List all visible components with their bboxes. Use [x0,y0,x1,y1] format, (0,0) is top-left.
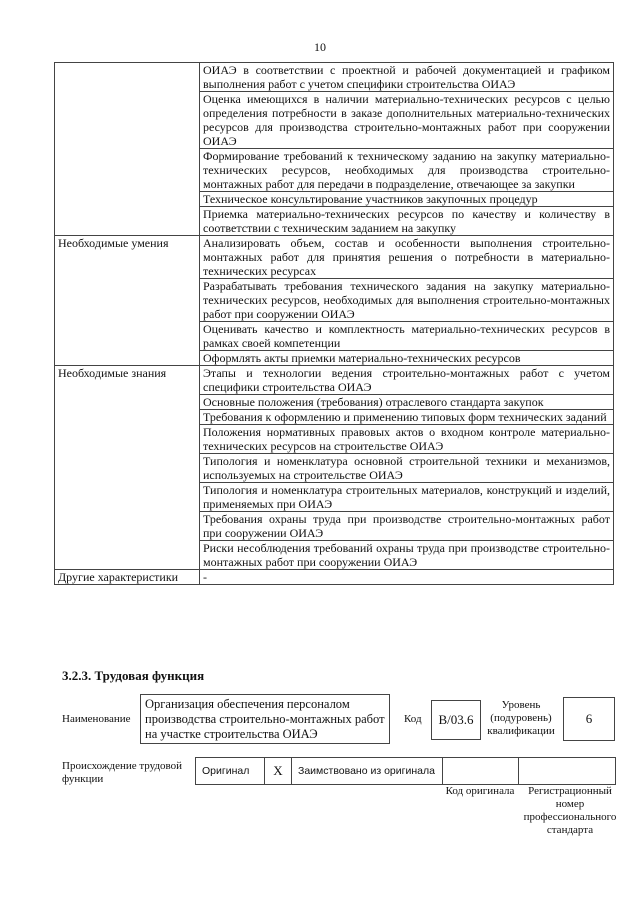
row-description: Разрабатывать требования технического задания на закупку материально-технических ресурсов, необходимых для выполнения строительно-монтажных работ при сооружении ОИАЭ [200,279,614,322]
level-value-box: 6 [563,697,615,741]
row-description: Риски несоблюдения требований охраны труда при производстве строительно-монтажных работ при сооружении ОИАЭ [200,541,614,570]
code-label: Код [404,713,422,725]
row-description: Типология и номенклатура основной строительной техники и механизмов, используемых на строительстве ОИАЭ [200,454,614,483]
code-original-cell [443,758,519,785]
original-label: Оригинал [196,758,265,785]
table-row [55,366,614,395]
name-label: Наименование [62,713,131,725]
row-category: Другие характеристики [55,570,200,585]
original-mark: X [265,758,292,785]
function-name-box: Организация обеспечения персоналом производства строительно-монтажных работ на участке строительства ОИАЭ [140,694,390,744]
row-description: Оценивать качество и комплектность материально-технических ресурсов в рамках своей компетенции [200,322,614,351]
row-description: Требования охраны труда при производстве строительно-монтажных работ при сооружении ОИАЭ [200,512,614,541]
row-description: Оформлять акты приемки материально-технических ресурсов [200,351,614,366]
code-original-caption: Код оригинала [445,785,515,797]
reg-number-caption: Регистрационный номер профессионального стандарта [523,785,617,836]
competency-table [54,62,614,585]
borrowed-label: Заимствовано из оригинала [292,758,443,785]
section-title: 3.2.3. Трудовая функция [62,668,205,683]
row-description: - [200,570,614,585]
row-description: Требования к оформлению и применению типовых форм технических заданий [200,410,614,425]
origin-table [195,757,616,785]
code-value-box: B/03.6 [431,700,481,740]
row-description: Основные положения (требования) отраслевого стандарта закупок [200,395,614,410]
row-category: Необходимые знания [55,366,200,570]
table-row [55,570,614,585]
row-description: Техническое консультирование участников закупочных процедур [200,192,614,207]
row-description: Этапы и технологии ведения строительно-монтажных работ с учетом специфики строительства ОИАЭ [200,366,614,395]
reg-number-cell [519,758,616,785]
level-label: Уровень (подуровень) квалификации [487,699,555,737]
page-number: 10 [314,40,326,54]
table-row [55,236,614,279]
row-description: Приемка материально-технических ресурсов по качеству и количеству в соответствии с техническим заданием на закупку [200,207,614,236]
origin-label: Происхождение трудовой функции [62,760,183,785]
row-category [55,63,200,236]
row-description: Оценка имеющихся в наличии материально-технических ресурсов с целью определения потребности в заказе дополнительных материально-технических ресурсов для производства строительно-монтажных работ при сооружении ОИАЭ [200,92,614,149]
table-row [55,63,614,92]
row-description: Анализировать объем, состав и особенности выполнения строительно-монтажных работ для принятия решения о потребности в материально-технических ресурсах [200,236,614,279]
row-category: Необходимые умения [55,236,200,366]
row-description: Формирование требований к техническому заданию на закупку материально-технических ресурсов, необходимых для производства строительно-монтажных работ для передачи в подразделение, отвечающее за закупки [200,149,614,192]
row-description: Типология и номенклатура строительных материалов, конструкций и изделий, применяемых при ОИАЭ [200,483,614,512]
row-description: Положения нормативных правовых актов о входном контроле материально-технических ресурсов на строительстве ОИАЭ [200,425,614,454]
row-description: ОИАЭ в соответствии с проектной и рабочей документацией и графиком выполнения работ с учетом специфики строительства ОИАЭ [200,63,614,92]
